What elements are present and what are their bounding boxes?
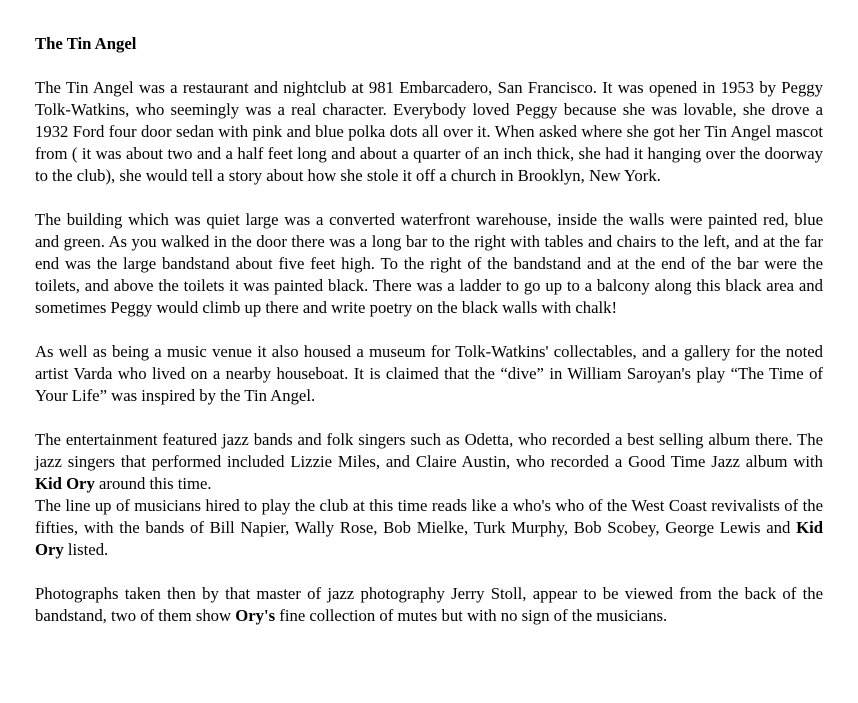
entertainment-bold-kid-ory: Kid Ory: [35, 474, 95, 493]
paragraph-photographs: [35, 583, 823, 627]
lineup-text-a: The line up of musicians hired to play the club at this time reads like a who's who of the West Coast revivalists of the fifties, with the bands of Bill Napier, Wally Rose, Bob Mielke, Turk Murphy, Bob Scobey, George Lewis and: [35, 496, 823, 537]
paragraph-museum: As well as being a music venue it also housed a museum for Tolk-Watkins' collectables, and a gallery for the noted artist Varda who lived on a nearby houseboat. It is claimed that the “dive” in William Saroyan's play “The Time of Your Life” was inspired by the Tin Angel.: [35, 342, 823, 405]
paragraph-history: The Tin Angel was a restaurant and nightclub at 981 Embarcadero, San Francisco. It was opened in 1953 by Peggy Tolk-Watkins, who seemingly was a real character. Everybody loved Peggy because she was lovable, she drove a 1932 Ford four door sedan with pink and blue polka dots all over it. When asked where she got her Tin Angel mascot from ( it was about two and a half feet long and about a quarter of an inch thick, she had it hanging over the doorway to the club), she would tell a story about how she stole it off a church in Brooklyn, New York.: [35, 78, 823, 185]
photographs-text-b: fine collection of mutes but with no sign of the musicians.: [275, 606, 668, 625]
entertainment-text-b: around this time.: [94, 474, 212, 493]
document-title: The Tin Angel: [35, 34, 137, 53]
photographs-text-a: Photographs taken then by that master of jazz photography Jerry Stoll, appear to be viewed from the back of the bandstand, two of them show: [35, 584, 823, 625]
photographs-bold-orys: Ory's: [235, 606, 276, 625]
paragraph-lineup: [35, 495, 823, 561]
paragraph-entertainment: [35, 429, 823, 495]
entertainment-text-a: The entertainment featured jazz bands and folk singers such as Odetta, who recorded a best selling album there. The jazz singers that performed included Lizzie Miles, and Claire Austin, who recorded a Good Time Jazz album with: [35, 430, 823, 471]
document-page: [35, 33, 823, 627]
lineup-bold-kid-ory: Kid Ory: [35, 518, 823, 559]
paragraph-building: The building which was quiet large was a converted waterfront warehouse, inside the walls were painted red, blue and green. As you walked in the door there was a long bar to the right with tables and chairs to the left, and at the far end was the large bandstand about five feet high. To the right of the bandstand and at the end of the bar were the toilets, and above the toilets it was painted black. There was a ladder to go up to a balcony along this black area and sometimes Peggy would climb up there and write poetry on the black walls with chalk!: [35, 210, 823, 317]
lineup-text-b: listed.: [63, 540, 109, 559]
